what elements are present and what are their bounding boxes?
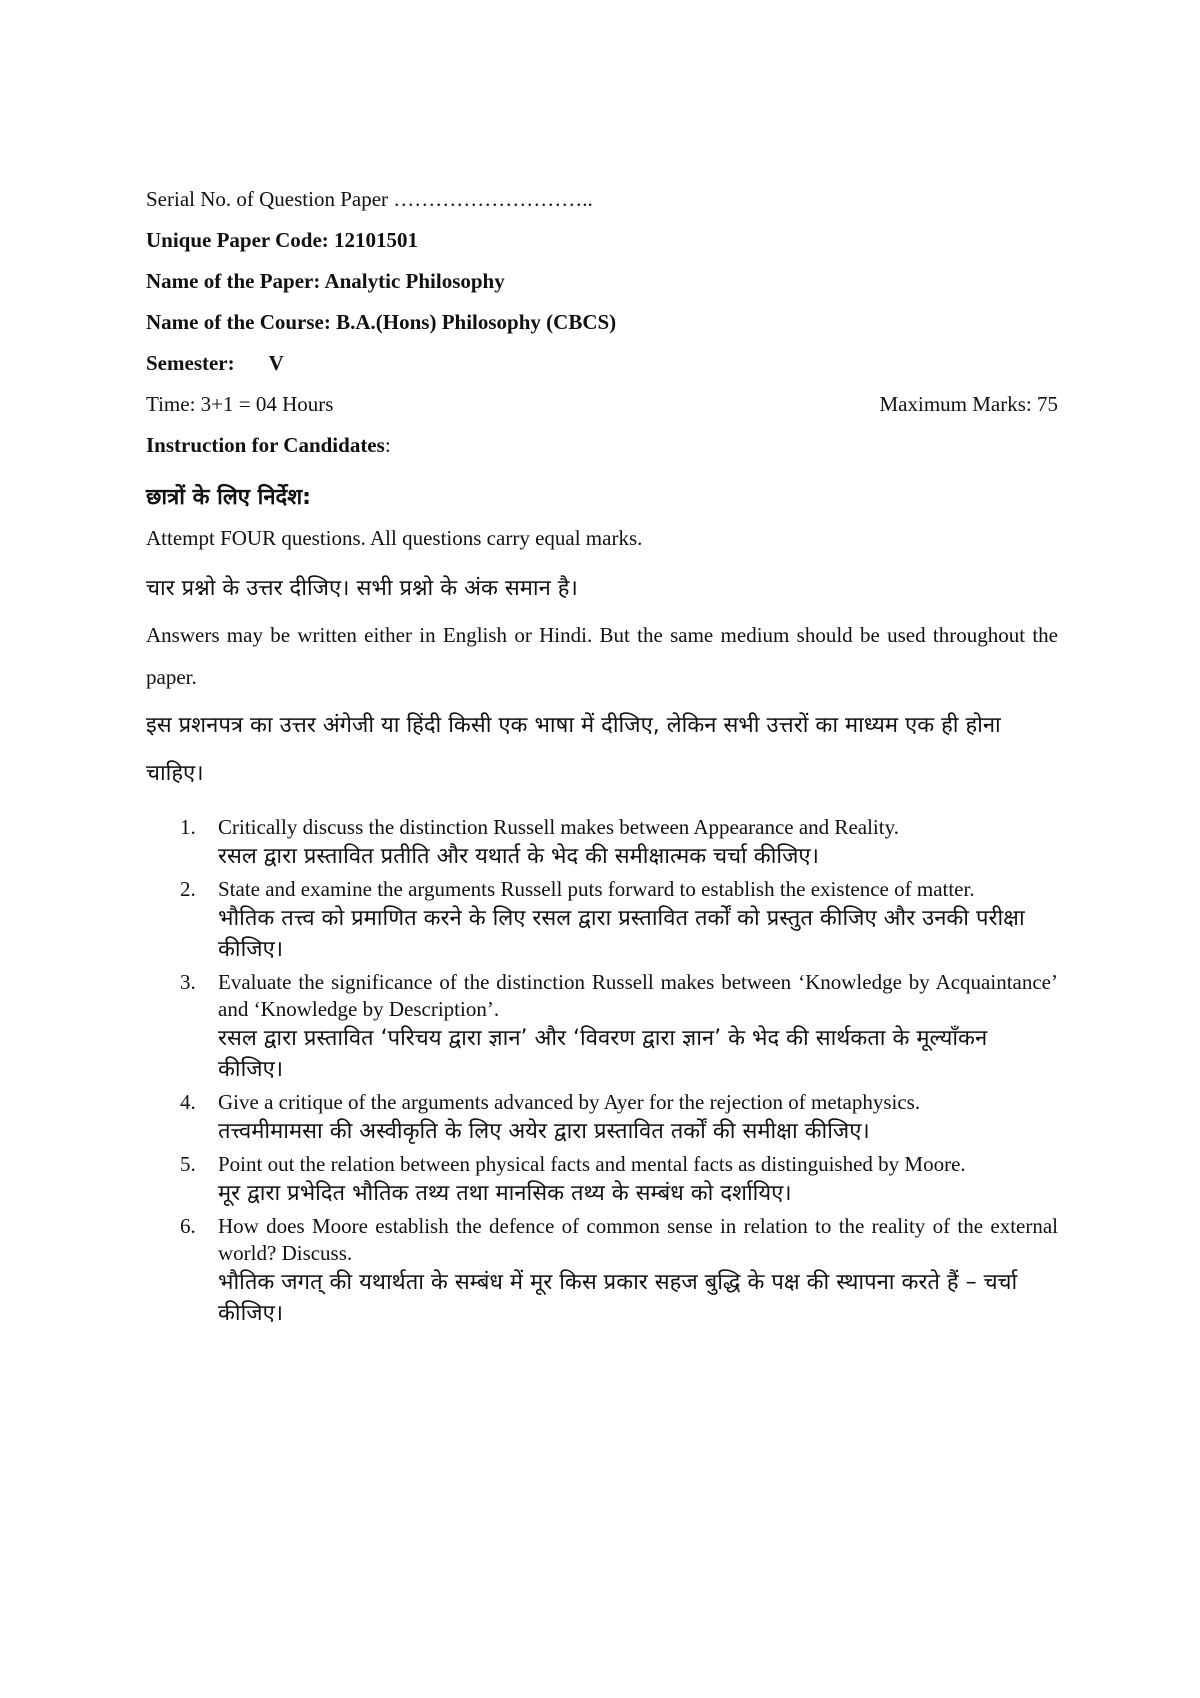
question-text-hindi: रसल द्वारा प्रस्तावित ‘परिचय द्वारा ज्ञान’ और ‘विवरण द्वारा ज्ञान’ के भेद की सार्थकता के मूल्याँकन कीजिए। xyxy=(218,1026,988,1082)
semester-line xyxy=(146,350,1066,391)
question-number: 3. xyxy=(180,970,196,994)
question-text-english: Critically discuss the distinction Russell makes between Appearance and Reality. xyxy=(218,815,899,839)
medium-instruction-hindi: इस प्रशनपत्र का उत्तर अंगेजी या हिंदी किसी एक भाषा में दीजिए, लेकिन सभी उत्तरों का माध्यम एक ही होना चाहिए। xyxy=(146,713,1001,786)
question-number: 6. xyxy=(180,1214,196,1238)
medium-instruction-english: Answers may be written either in English or Hindi. But the same medium should be used throughout the paper. xyxy=(146,623,1058,689)
unique-paper-code: Unique Paper Code: 12101501 xyxy=(146,228,419,252)
question-text-hindi: रसल द्वारा प्रस्तावित प्रतीति और यथार्त के भेद की समीक्षात्मक चर्चा कीजिए। xyxy=(218,844,819,869)
question-item xyxy=(146,1213,1058,1329)
question-item xyxy=(146,1151,1058,1209)
question-text-english: State and examine the arguments Russell puts forward to establish the existence of matter. xyxy=(218,877,975,901)
question-item xyxy=(146,1089,1058,1147)
instruction-heading xyxy=(146,432,1066,473)
question-text-english: Give a critique of the arguments advanced by Ayer for the rejection of metaphysics. xyxy=(218,1090,921,1114)
semester-value: V xyxy=(268,351,284,375)
question-text-english: How does Moore establish the defence of common sense in relation to the reality of the external world? Discuss. xyxy=(218,1214,1058,1265)
question-text-hindi: मूर द्वारा प्रभेदित भौतिक तथ्य तथा मानसिक तथ्य के सम्बंध को दर्शायिए। xyxy=(218,1181,792,1206)
question-text-english: Evaluate the significance of the distinction Russell makes between ‘Knowledge by Acquaintance’ and ‘Knowledge by Description’. xyxy=(218,970,1058,1021)
time-marks-row xyxy=(146,391,1058,432)
question-item xyxy=(146,969,1058,1085)
question-text-hindi: तत्त्वमीमामसा की अस्वीकृति के लिए अयेर द्वारा प्रस्तावित तर्कों की समीक्षा कीजिए। xyxy=(218,1119,870,1144)
instruction-colon: : xyxy=(384,433,391,457)
question-text-hindi: भौतिक तत्त्व को प्रमाणित करने के लिए रसल द्वारा प्रस्तावित तर्कों को प्रस्तुत कीजिए और उनकी परीक्षा कीजिए। xyxy=(218,906,1025,962)
question-number: 2. xyxy=(180,877,196,901)
question-number: 4. xyxy=(180,1090,196,1114)
question-number: 5. xyxy=(180,1152,196,1176)
question-item xyxy=(146,876,1058,965)
question-item xyxy=(146,814,1058,872)
question-text-english: Point out the relation between physical facts and mental facts as distinguished by Moore. xyxy=(218,1152,966,1176)
semester-label: Semester: xyxy=(146,351,235,375)
paper-name: Name of the Paper: Analytic Philosophy xyxy=(146,269,505,293)
attempt-instruction-english: Attempt FOUR questions. All questions carry equal marks. xyxy=(146,526,643,550)
attempt-instruction-hindi: चार प्रश्नो के उत्तर दीजिए। सभी प्रश्नो के अंक समान है। xyxy=(146,576,578,601)
serial-number-line: Serial No. of Question Paper ……………………….. xyxy=(146,187,593,211)
instruction-label: Instruction for Candidates xyxy=(146,433,385,457)
time-duration: Time: 3+1 = 04 Hours xyxy=(146,392,334,416)
paper-content xyxy=(146,186,1066,1333)
maximum-marks: Maximum Marks: 75 xyxy=(879,392,1058,416)
instruction-heading-hindi: छात्रों के लिए निर्देश: xyxy=(146,485,311,510)
course-name: Name of the Course: B.A.(Hons) Philosophy (CBCS) xyxy=(146,310,617,334)
question-list xyxy=(146,814,1058,1329)
question-text-hindi: भौतिक जगत् की यथार्थता के सम्बंध में मूर किस प्रकार सहज बुद्धि के पक्ष की स्थापना करते हैं – चर्चा कीजिए। xyxy=(218,1270,1018,1326)
question-number: 1. xyxy=(180,815,196,839)
